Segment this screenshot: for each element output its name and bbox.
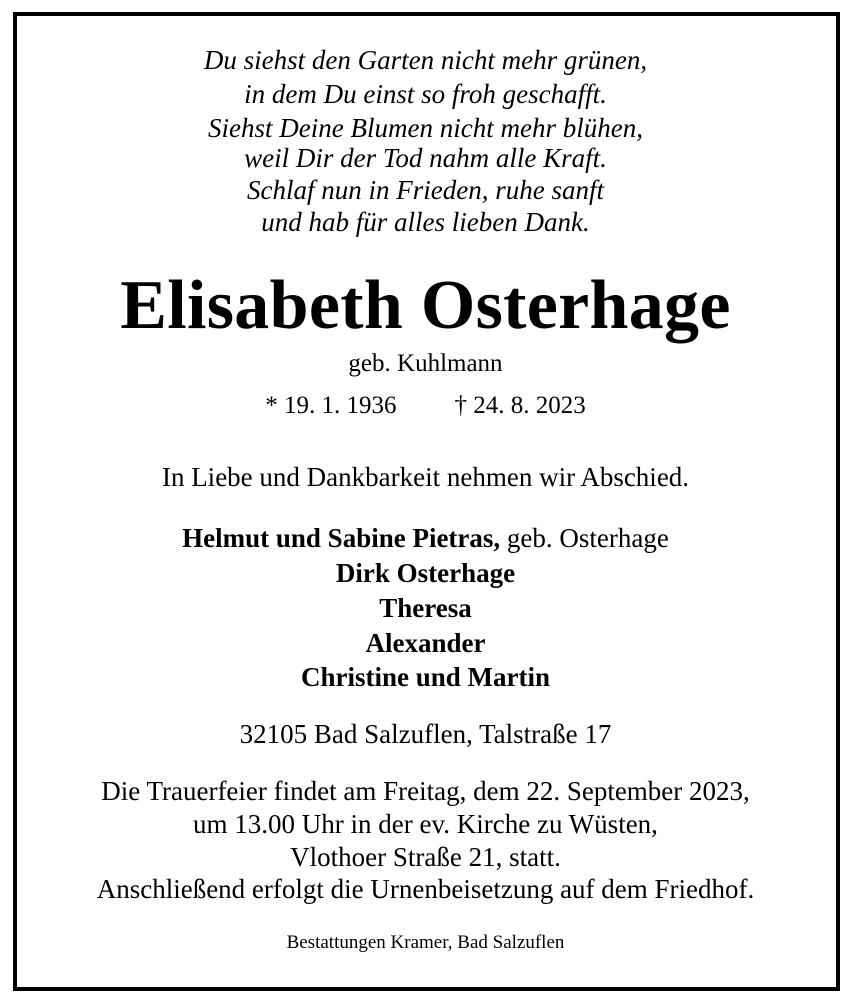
service-line-2: um 13.00 Uhr in der ev. Kirche zu Wüsten, (193, 809, 658, 839)
poem-line-2: in dem Du einst so froh geschafft. (244, 79, 607, 109)
mourner-name: Christine und Martin (300, 662, 551, 692)
life-dates (0, 391, 851, 421)
mourner-name: Theresa (379, 593, 472, 623)
mourner-first-bold: Helmut und Sabine Pietras, (182, 523, 501, 553)
mourner-name: Alexander (365, 628, 486, 658)
mourner-line-5 (0, 660, 851, 694)
farewell-text: In Liebe und Dankbarkeit nehmen wir Abschied. (161, 462, 690, 492)
poem-line-4: weil Dir der Tod nahm alle Kraft. (244, 143, 607, 173)
poem-line-5: Schlaf nun in Frieden, ruhe sanft (247, 175, 604, 205)
service-line-4: Anschließend erfolgt die Urnenbeisetzung auf dem Friedhof. (96, 874, 755, 904)
mourner-line-1 (0, 521, 851, 555)
poem-line-1: Du siehst den Garten nicht mehr grünen, (203, 45, 648, 75)
mourner-name: Dirk Osterhage (335, 558, 516, 588)
mourner-line-3 (0, 591, 851, 625)
undertaker-text: Bestattungen Kramer, Bad Salzuflen (286, 932, 565, 953)
birth-date: * 19. 1. 1936 (265, 392, 397, 419)
mourner-first-birthname: geb. Osterhage (506, 523, 669, 553)
service-line-1: Die Trauerfeier findet am Freitag, dem 22. September 2023, (101, 776, 750, 806)
mourner-line-2 (0, 556, 851, 590)
birth-name: geb. Kuhlmann (348, 350, 503, 377)
mourner-line-4 (0, 626, 851, 660)
service-line-3: Vlothoer Straße 21, statt. (290, 842, 561, 872)
address-text: 32105 Bad Salzuflen, Talstraße 17 (239, 719, 612, 749)
poem-line-3: Siehst Deine Blumen nicht mehr blühen, (208, 113, 643, 143)
poem-line-6: und hab für alles lieben Dank. (261, 207, 590, 237)
death-date: † 24. 8. 2023 (454, 392, 586, 419)
deceased-name: Elisabeth Osterhage (120, 267, 731, 344)
